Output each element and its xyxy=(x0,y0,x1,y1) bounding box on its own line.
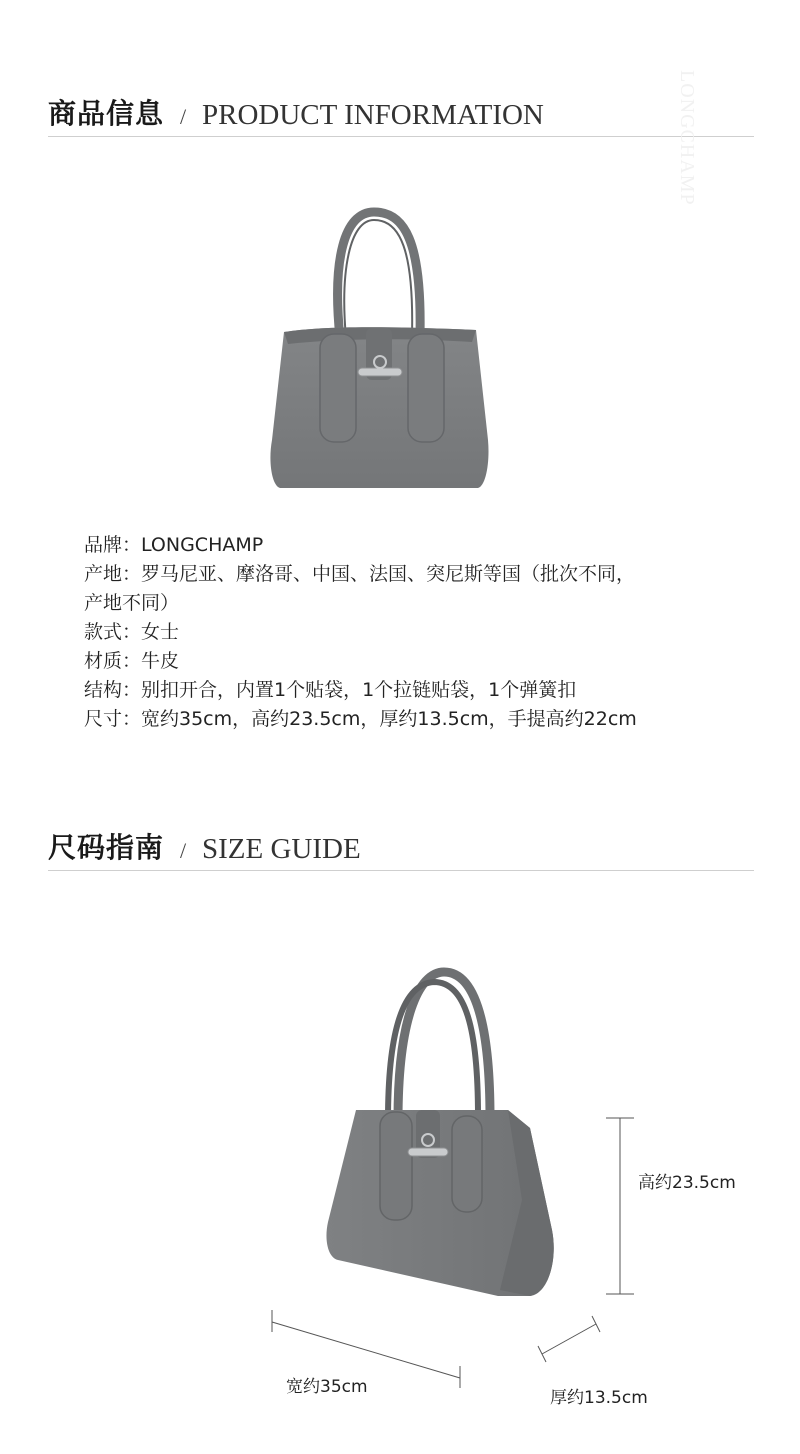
product-spec-list xyxy=(84,531,724,734)
size-guide-title-cn: 尺码指南 xyxy=(48,831,165,864)
bag-strap-right xyxy=(408,334,444,442)
width-label: 宽约35cm xyxy=(286,1377,368,1397)
spec-style: 款式：女士 xyxy=(84,621,180,643)
bag-handle-front xyxy=(338,212,421,338)
product-info-title-cn: 商品信息 xyxy=(48,97,165,130)
height-label: 高约23.5cm xyxy=(638,1173,736,1193)
bag-handle-back xyxy=(344,220,412,338)
spec-origin: 产地：罗马尼亚、摩洛哥、中国、法国、突尼斯等国（批次不同， xyxy=(84,563,636,585)
product-info-title-en: PRODUCT INFORMATION xyxy=(202,99,544,131)
spec-material: 材质：牛皮 xyxy=(84,650,180,672)
size-guide-title-en: SIZE GUIDE xyxy=(202,833,361,865)
spec-brand: 品牌：LONGCHAMP xyxy=(84,534,264,556)
product-info-header xyxy=(48,96,754,137)
header-separator: / xyxy=(180,104,187,129)
size-guide-header xyxy=(48,830,754,871)
clasp-icon xyxy=(358,368,402,376)
clasp-icon xyxy=(408,1148,448,1156)
header-separator: / xyxy=(180,838,187,863)
bag-strap-left xyxy=(320,334,356,442)
height-dimension-line xyxy=(606,1118,634,1294)
spec-origin-cont: 产地不同） xyxy=(84,592,180,614)
spec-size: 尺寸：宽约35cm，高约23.5cm，厚约13.5cm，手提高约22cm xyxy=(84,708,637,730)
brand-watermark: LONGCHAMP xyxy=(676,70,698,206)
depth-label: 厚约13.5cm xyxy=(550,1388,648,1408)
spec-structure: 结构：别扣开合，内置1个贴袋，1个拉链贴袋，1个弹簧扣 xyxy=(84,679,577,701)
handbag-photo xyxy=(262,200,502,495)
bag-strap-left xyxy=(380,1112,412,1220)
bag-strap-right xyxy=(452,1116,482,1212)
depth-dimension-line xyxy=(538,1316,600,1362)
